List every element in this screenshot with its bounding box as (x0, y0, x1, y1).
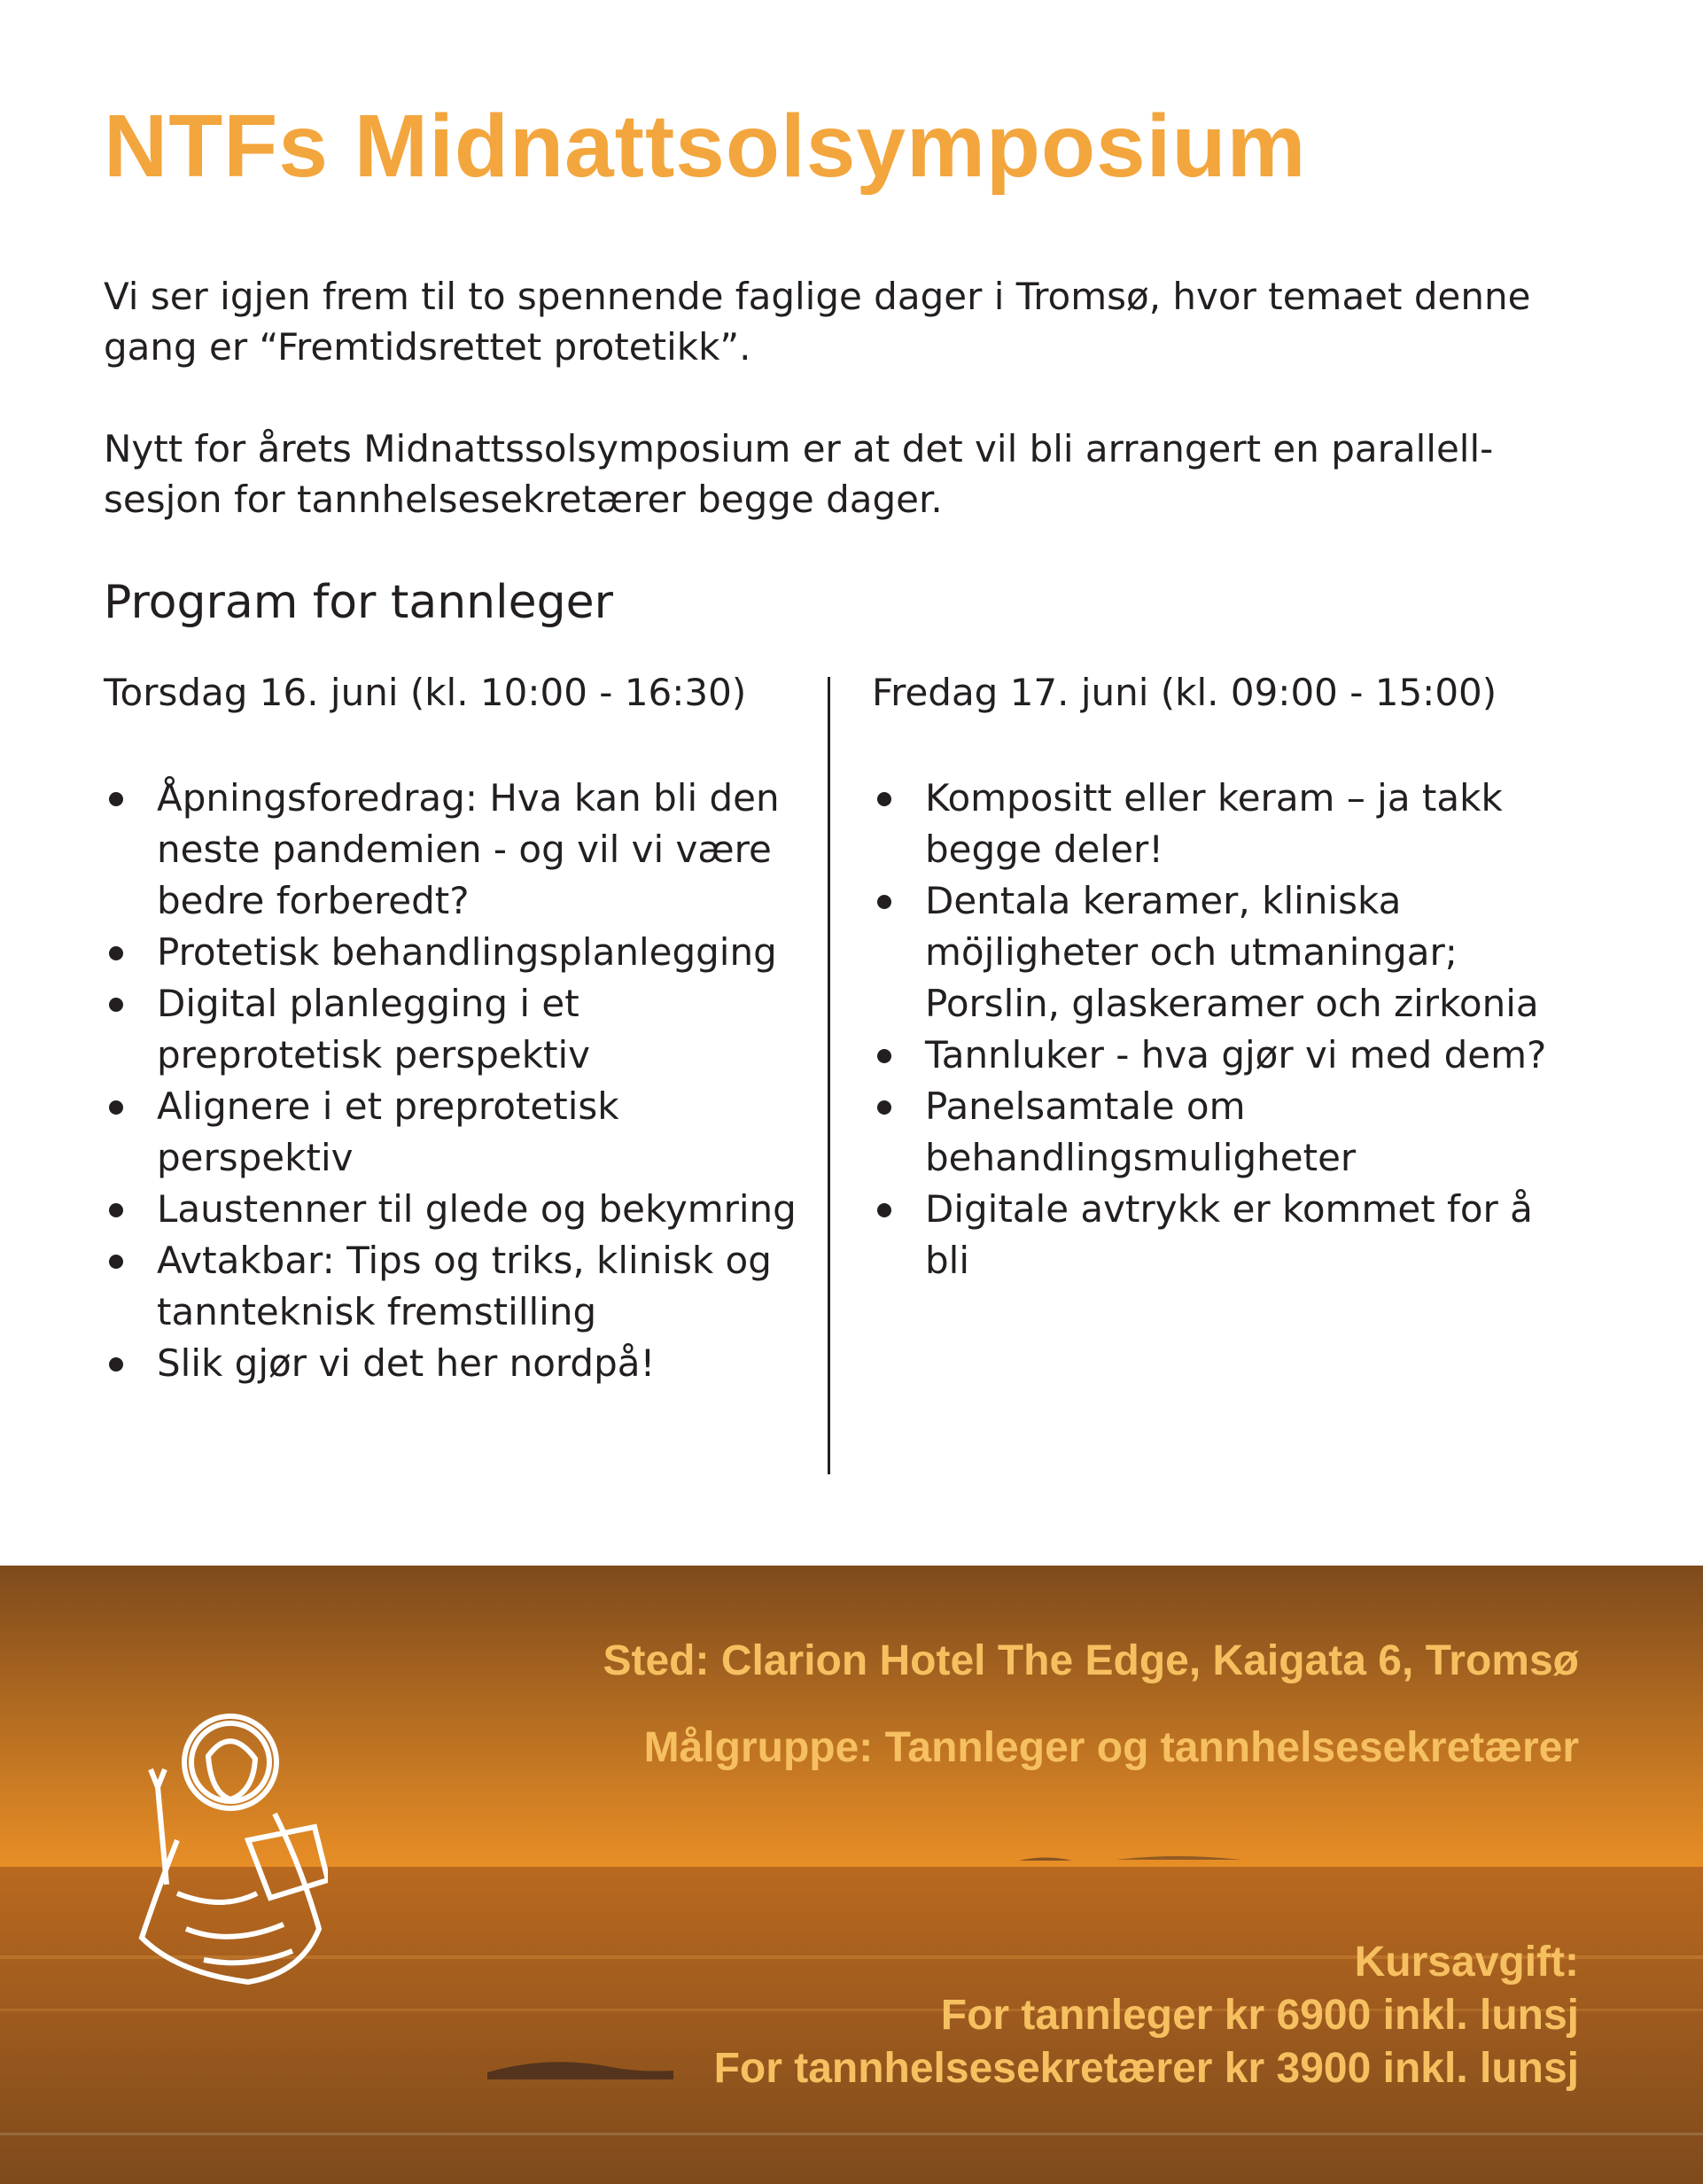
audience-info: Målgruppe: Tannleger og tannhelsesekretærer (643, 1724, 1579, 1771)
list-item: Åpningsforedrag: Hva kan bli den neste pandemien - og vil vi være bedre forberedt? (104, 773, 813, 927)
venue-info: Sted: Clarion Hotel The Edge, Kaigata 6, Tromsø (603, 1637, 1579, 1684)
day-heading-friday: Fredag 17. juni (kl. 09:00 - 15:00) (872, 671, 1497, 714)
list-item: Protetisk behandlingsplanlegging (104, 927, 813, 978)
list-item: Digital planlegging i et preprotetisk perspektiv (104, 978, 813, 1081)
program-day-friday (872, 666, 1581, 1286)
column-divider (828, 677, 830, 1474)
sunset-banner (0, 1566, 1703, 2184)
program-heading: Program for tannleger (104, 576, 613, 629)
day-heading-thursday: Torsdag 16. juni (kl. 10:00 - 16:30) (104, 671, 747, 714)
program-list-thursday (104, 773, 813, 1389)
list-item: Panelsamtale om behandlingsmuligheter (872, 1081, 1581, 1184)
fee-secretaries: For tannhelsesekretærer kr 3900 inkl. lunsj (713, 2045, 1579, 2092)
list-item: Alignere i et preprotetisk perspektiv (104, 1081, 813, 1184)
program-list-friday (872, 773, 1581, 1286)
list-item: Tannluker - hva gjør vi med dem? (872, 1030, 1581, 1081)
fee-title: Kursavgift: (1354, 1939, 1579, 1986)
list-item: Laustenner til glede og bekymring (104, 1184, 813, 1235)
saint-apollonia-emblem-icon (124, 1707, 328, 1991)
fee-dentists: For tannleger kr 6900 inkl. lunsj (940, 1992, 1579, 2039)
list-item: Digitale avtrykk er kommet for å bli (872, 1184, 1581, 1286)
intro-paragraph-2: Nytt for årets Midnattssolsymposium er at det vil bli arrangert en parallell-sesjon for tannhelsesekretærer begge dager. (104, 427, 1494, 521)
intro-paragraph-1: Vi ser igjen frem til to spennende faglige dager i Tromsø, hvor temaet denne gang er “Fremtidsrettet protetikk”. (104, 275, 1531, 369)
list-item: Kompositt eller keram – ja takk begge deler! (872, 773, 1581, 875)
page-title: NTFs Midnattsolsymposium (104, 97, 1307, 196)
program-day-thursday (104, 666, 813, 1389)
list-item: Avtakbar: Tips og triks, klinisk og tannteknisk fremstilling (104, 1235, 813, 1338)
list-item: Slik gjør vi det her nordpå! (104, 1338, 813, 1389)
list-item: Dentala keramer, kliniska möjligheter och utmaningar; Porslin, glaskeramer och zirkonia (872, 875, 1581, 1030)
